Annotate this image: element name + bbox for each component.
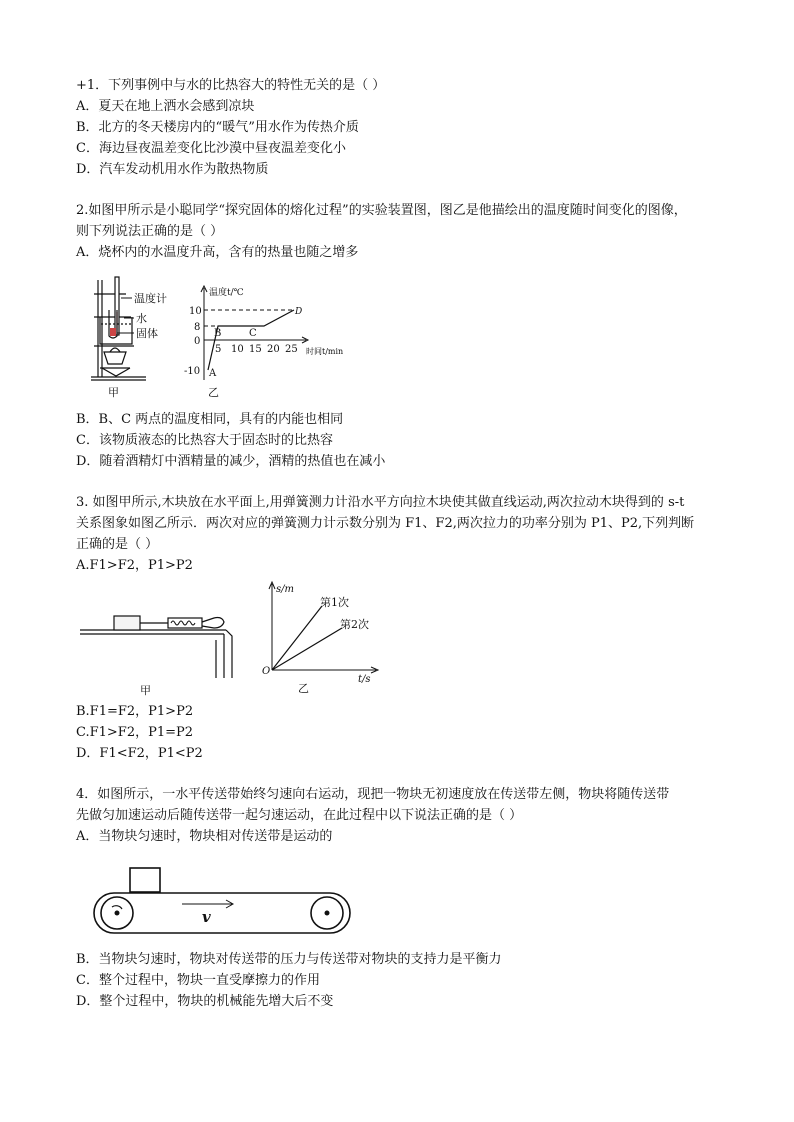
q3-st-graph xyxy=(262,582,378,695)
q3-option-b: B.F1=F2，P1>P2 xyxy=(76,704,194,719)
q2-option-d: D．随着酒精灯中酒精量的减少，酒精的热值也在减小 xyxy=(76,454,386,469)
q2-point-a: A xyxy=(209,368,217,379)
q4-stem-line1: 4．如图所示，一水平传送带始终匀速向右运动，现把一物块无初速度放在传送带左侧，物块将随传送带 xyxy=(76,787,670,802)
q3-figure xyxy=(76,578,396,698)
q4-option-c: C．整个过程中，物块一直受摩擦力的作用 xyxy=(76,973,320,988)
q3-stem-line2: 关系图象如图乙所示．两次对应的弹簧测力计示数分别为 F1、F2,两次拉力的功率分别为 P1、P2,下列判断 xyxy=(76,516,695,531)
q3-option-d: D．F1<F2，P1<P2 xyxy=(76,746,203,761)
q2-point-c: C xyxy=(249,328,257,339)
q3-graph-xlabel: t/s xyxy=(358,674,371,685)
q2-water-label: 水 xyxy=(136,312,147,325)
q3-table-figure xyxy=(80,616,232,678)
q2-point-d: D xyxy=(295,307,303,317)
q2-option-b: B．B、C 两点的温度相同，具有的内能也相同 xyxy=(76,412,344,427)
q2-temp-graph xyxy=(184,286,343,399)
q1-option-c: C．海边昼夜温差变化比沙漠中昼夜温差变化小 xyxy=(76,141,346,156)
block xyxy=(130,868,160,892)
q2-point-b: B xyxy=(214,328,222,339)
q3-graph-ylabel: s/m xyxy=(276,584,294,595)
q2-fig-yi-caption: 乙 xyxy=(208,386,219,399)
q3-stem-line1: 3. 如图甲所示,木块放在水平面上,用弹簧测力计沿水平方向拉木块使其做直线运动,两次拉动木块得到的 s-t xyxy=(76,495,685,510)
q3-option-c: C.F1>F2，P1=P2 xyxy=(76,725,194,740)
q2-ytick-0: 0 xyxy=(194,336,201,347)
q4-option-d: D．整个过程中，物块的机械能先增大后不变 xyxy=(76,994,334,1009)
q4-velocity-label: v xyxy=(202,908,211,926)
q2-xtick-15: 15 xyxy=(249,344,262,355)
q4-option-b: B．当物块匀速时，物块对传送带的压力与传送带对物块的支持力是平衡力 xyxy=(76,952,502,967)
q1-option-d: D．汽车发动机用水作为散热物质 xyxy=(76,162,269,177)
q2-ytick-10: 10 xyxy=(189,306,202,317)
q2-stem-line2: 则下列说法正确的是（ ） xyxy=(76,224,224,239)
q2-thermometer-label: 温度计 xyxy=(134,292,167,305)
q1-option-a: A．夏天在地上洒水会感到凉块 xyxy=(76,99,255,114)
q3-line-2-label: 第2次 xyxy=(340,618,369,631)
q3-stem-line3: 正确的是（ ） xyxy=(76,537,159,552)
q2-xtick-5: 5 xyxy=(215,344,222,355)
q2-option-c: C．该物质液态的比热容大于固态时的比热容 xyxy=(76,433,333,448)
q2-solid-label: 固体 xyxy=(136,327,158,340)
q2-xtick-25: 25 xyxy=(285,344,298,355)
q3-option-a: A.F1>F2，P1>P2 xyxy=(76,558,193,573)
q4-conveyor-figure xyxy=(90,862,360,937)
q3-graph-origin: O xyxy=(262,666,271,677)
q1-stem: +1．下列事例中与水的比热容大的特性无关的是（ ） xyxy=(76,78,386,93)
q4-stem-line2: 先做匀加速运动后随传送带一起匀速运动，在此过程中以下说法正确的是（ ） xyxy=(76,808,523,823)
q2-xtick-10: 10 xyxy=(231,344,244,355)
q2-ytick-minus10: -10 xyxy=(184,366,201,377)
q2-graph-xlabel: 时间t/min xyxy=(306,347,344,356)
q2-stem-line1: 2.如图甲所示是小聪同学“探究固体的熔化过程”的实验装置图，图乙是他描绘出的温度随时间变化的图像， xyxy=(76,203,687,218)
q3-fig-jia-caption: 甲 xyxy=(140,684,151,697)
q2-fig-jia-caption: 甲 xyxy=(108,386,119,399)
q2-ytick-8: 8 xyxy=(194,322,201,333)
q2-xtick-20: 20 xyxy=(267,344,280,355)
q2-option-a: A．烧杯内的水温度升高，含有的热量也随之增多 xyxy=(76,245,359,260)
q3-line-1-label: 第1次 xyxy=(320,596,349,609)
q3-line-1 xyxy=(272,606,322,670)
q3-line-2 xyxy=(272,628,342,670)
q2-graph-ylabel: 温度t/℃ xyxy=(209,288,244,298)
q3-fig-yi-caption: 乙 xyxy=(298,682,309,695)
q2-figure xyxy=(86,272,356,402)
q1-option-b: B．北方的冬天楼房内的“暖气”用水作为传热介质 xyxy=(76,120,359,135)
q4-option-a: A．当物块匀速时，物块相对传送带是运动的 xyxy=(76,829,333,844)
